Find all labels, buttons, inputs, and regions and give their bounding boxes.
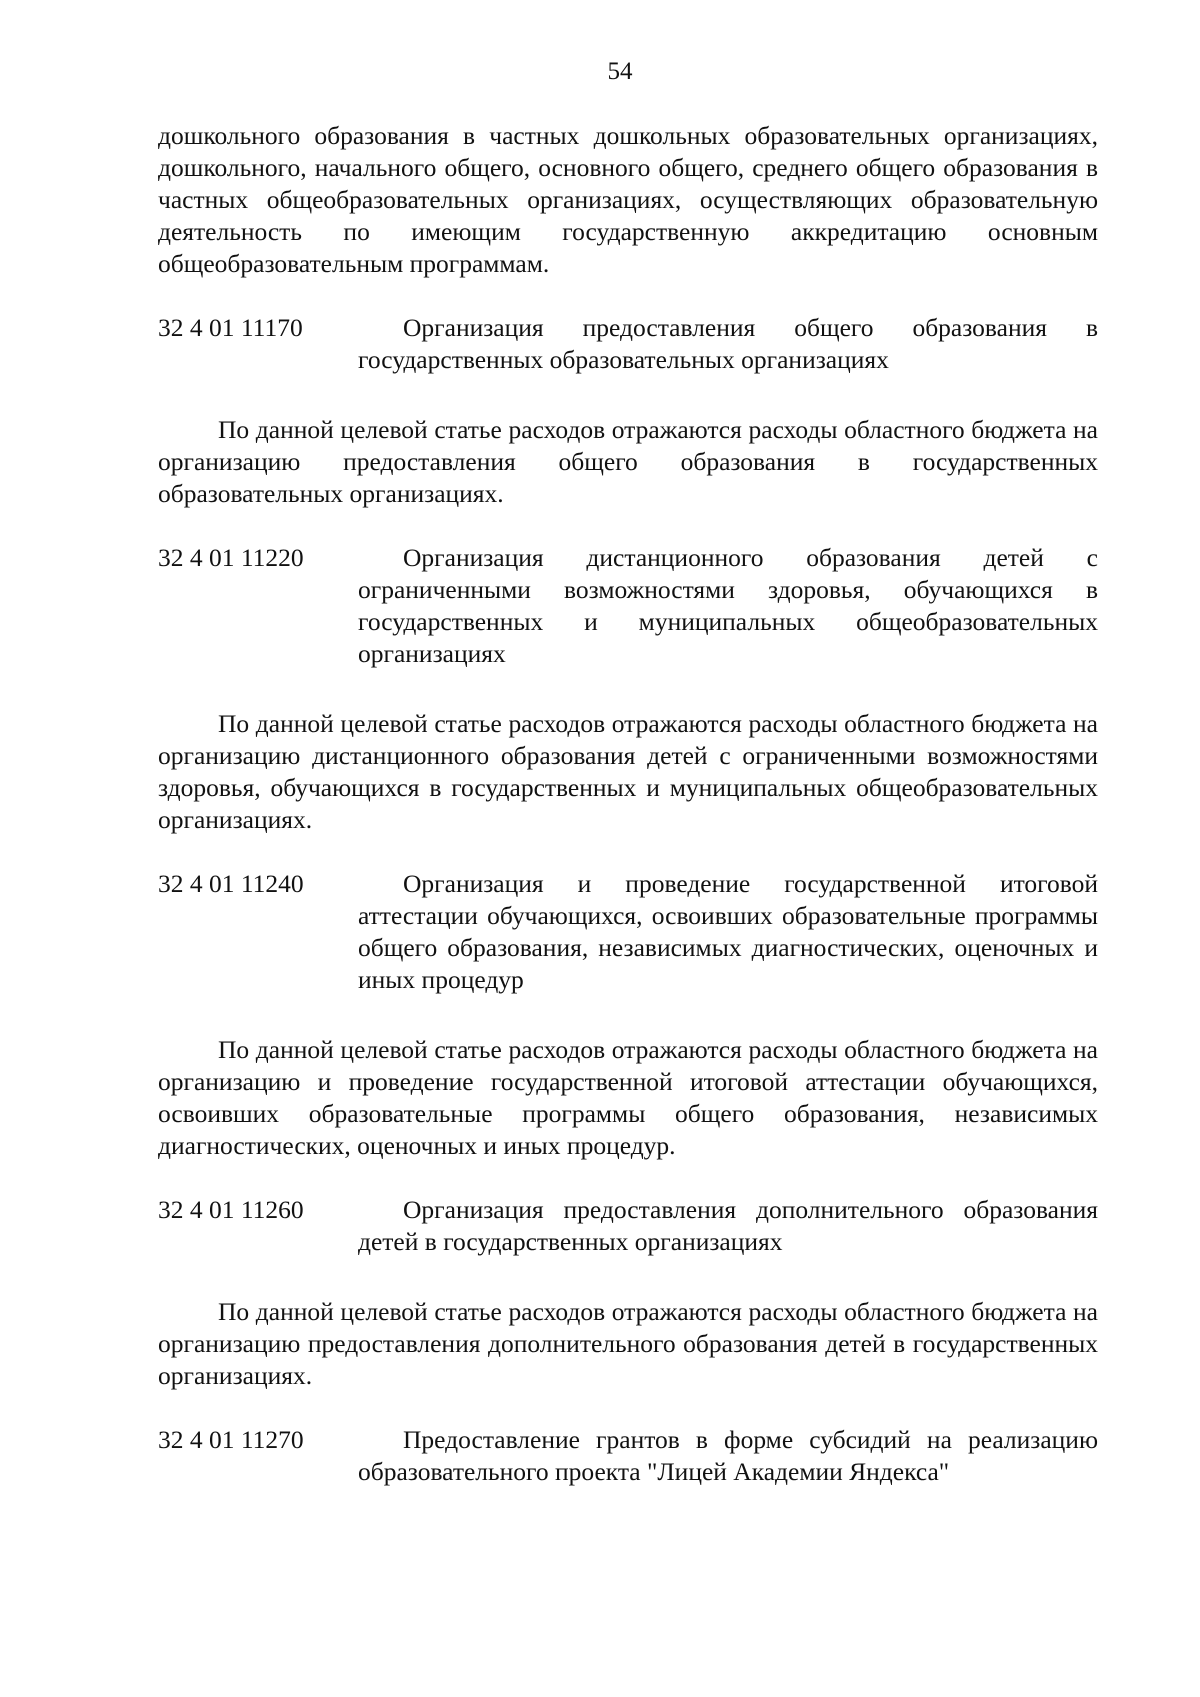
budget-entry-title: Организация дистанционного образования детей с ограниченными возможностями здоровья, обучающихся в государственных и муниципальных общеобразовательных организациях <box>358 543 1098 668</box>
budget-entry-11220 <box>158 542 1098 670</box>
budget-entry-title: Предоставление грантов в форме субсидий на реализацию образовательного проекта "Лицей Академии Яндекса" <box>358 1425 1098 1486</box>
budget-entry-11240 <box>158 868 1098 996</box>
budget-entry-title: Организация предоставления дополнительного образования детей в государственных организациях <box>358 1195 1098 1256</box>
opening-paragraph: дошкольного образования в частных дошкольных образовательных организациях, дошкольного, начального общего, основного общего, среднего общего образования в частных общеобразовательных организациях, осуществляющих образовательную деятельность по имеющим государственную аккредитацию основным общеобразовательным программам. <box>158 121 1098 278</box>
document-body <box>158 120 1098 1488</box>
budget-entry-11170 <box>158 312 1098 376</box>
page-number: 54 <box>607 58 633 85</box>
budget-code: 32 4 01 11260 <box>158 1195 304 1224</box>
budget-code: 32 4 01 11170 <box>158 313 303 342</box>
budget-entry-description: По данной целевой статье расходов отражаются расходы областного бюджета на организацию дистанционного образования детей с ограниченными возможностями здоровья, обучающихся в государственных и муниципальных общеобразовательных организациях. <box>158 709 1098 834</box>
budget-entry-11260 <box>158 1194 1098 1258</box>
budget-entry-title: Организация предоставления общего образования в государственных образовательных организациях <box>358 313 1098 374</box>
budget-code: 32 4 01 11220 <box>158 543 304 572</box>
budget-entry-title: Организация и проведение государственной итоговой аттестации обучающихся, освоивших образовательные программы общего образования, независимых диагностических, оценочных и иных процедур <box>358 869 1098 994</box>
budget-code: 32 4 01 11240 <box>158 869 304 898</box>
budget-entry-description: По данной целевой статье расходов отражаются расходы областного бюджета на организацию и проведение государственной итоговой аттестации обучающихся, освоивших образовательные программы общего образования, независимых диагностических, оценочных и иных процедур. <box>158 1035 1098 1160</box>
budget-code: 32 4 01 11270 <box>158 1425 304 1454</box>
budget-entry-description: По данной целевой статье расходов отражаются расходы областного бюджета на организацию предоставления дополнительного образования детей в государственных организациях. <box>158 1297 1098 1390</box>
budget-entry-11270 <box>158 1424 1098 1488</box>
budget-entry-description: По данной целевой статье расходов отражаются расходы областного бюджета на организацию предоставления общего образования в государственных образовательных организациях. <box>158 415 1098 508</box>
